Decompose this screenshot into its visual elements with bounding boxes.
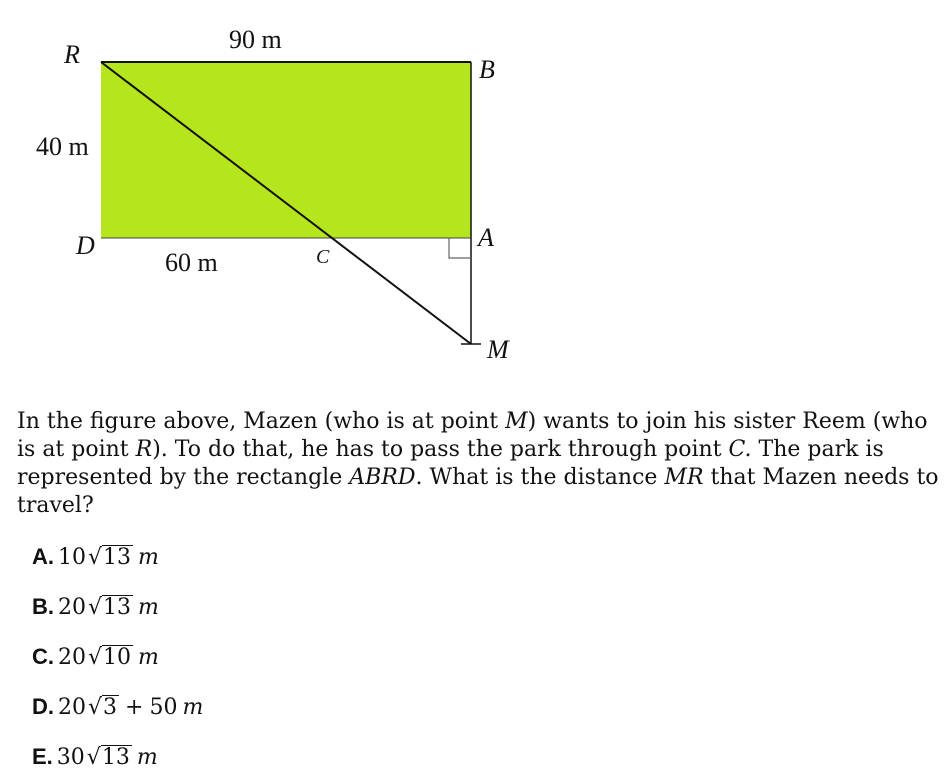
question-part: . What is the distance	[415, 465, 665, 490]
answer-choices	[32, 532, 203, 782]
question-part: The park is represented by the rectangle	[17, 437, 884, 490]
question-point-r: R	[135, 437, 153, 462]
question-text	[17, 408, 942, 520]
label-c: C	[316, 246, 330, 268]
coefficient: 20	[58, 594, 86, 620]
sqrt-icon: √	[88, 694, 103, 720]
label-a: A	[478, 223, 494, 252]
label-d: D	[76, 231, 95, 260]
right-angle-marker	[449, 238, 471, 258]
label-bottom-length: 60 m	[165, 248, 218, 277]
sqrt-icon: √	[86, 744, 101, 770]
sqrt-icon: √	[88, 594, 103, 620]
radicand: 13	[103, 594, 132, 620]
extra-term: 50	[149, 694, 178, 720]
question-part: ). To do that, he has to pass the park through point	[152, 437, 729, 462]
unit: m	[138, 544, 159, 570]
choice-expression	[58, 595, 159, 620]
coefficient: 10	[58, 544, 86, 570]
unit: m	[138, 594, 159, 620]
choice-letter: B.	[32, 594, 54, 619]
coefficient: 30	[56, 744, 85, 770]
choice-expression	[58, 695, 203, 720]
question-part: In the figure above, Mazen (who is at point	[17, 409, 506, 434]
choice-c[interactable]	[32, 632, 203, 682]
unit: m	[182, 694, 204, 720]
park-rectangle	[101, 62, 471, 238]
sqrt-icon: √	[88, 544, 103, 570]
question-rectangle-name: ABRD	[349, 465, 416, 490]
question-part: that Mazen needs to travel?	[17, 465, 939, 518]
choice-d[interactable]	[32, 682, 203, 732]
choice-letter: E.	[32, 744, 53, 769]
plus-sign: +	[125, 694, 144, 720]
radicand: 13	[103, 544, 132, 570]
radicand: 3	[103, 694, 118, 720]
choice-expression	[58, 645, 159, 670]
unit: m	[136, 744, 158, 770]
label-r: R	[64, 40, 80, 69]
choice-letter: D.	[32, 694, 54, 719]
choice-a[interactable]	[32, 532, 203, 582]
label-top-length: 90 m	[229, 25, 282, 54]
question-point-m: M	[505, 409, 528, 434]
question-part: ) wants to join his sister Reem (who is at point	[17, 409, 928, 462]
question-distance-name: MR	[664, 465, 704, 490]
choice-letter: C.	[32, 644, 54, 669]
coefficient: 20	[58, 694, 86, 720]
question-point-c: C.	[728, 437, 752, 462]
coefficient: 20	[58, 644, 86, 670]
radicand: 10	[103, 644, 132, 670]
unit: m	[138, 644, 159, 670]
label-b: B	[479, 55, 495, 84]
label-side-length: 40 m	[36, 132, 89, 161]
label-m: M	[487, 335, 509, 364]
sqrt-icon: √	[88, 644, 103, 670]
choice-b[interactable]	[32, 582, 203, 632]
choice-letter: A.	[32, 544, 54, 569]
choice-expression	[57, 745, 158, 770]
radicand: 13	[101, 744, 130, 770]
choice-expression	[58, 545, 159, 570]
